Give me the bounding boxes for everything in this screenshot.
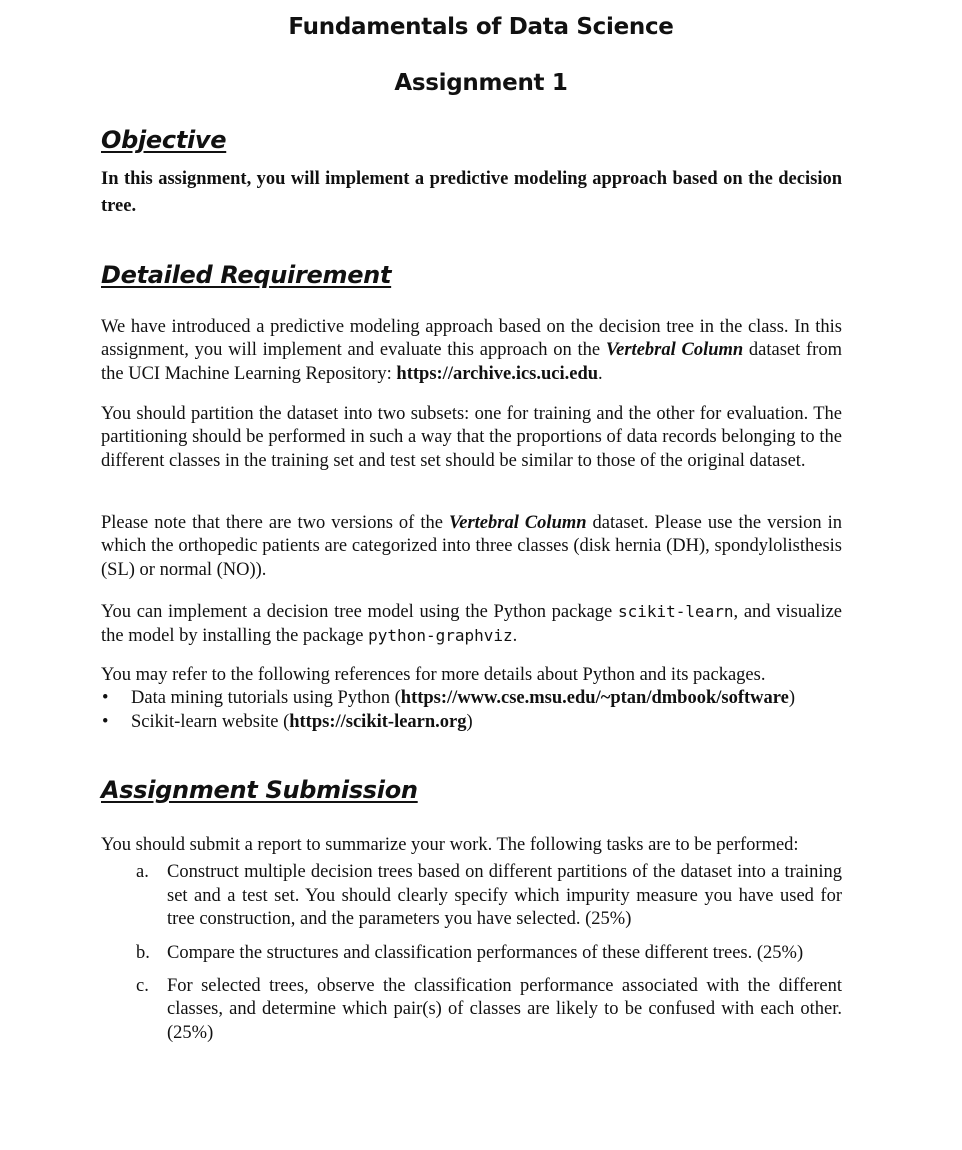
reference-label: Data mining tutorials using Python ( (131, 688, 401, 709)
p3-text-a: Please note that there are two versions of the (101, 513, 449, 533)
p4-text-c: . (512, 626, 518, 647)
requirement-paragraph-4 (101, 600, 842, 649)
requirement-paragraph-5 (101, 664, 842, 734)
reference-label: Scikit-learn website ( (131, 711, 290, 732)
p1-text-a: We have introduced a predictive modeling approach based on the decision tree in the class. In this assignment, you will implement and evaluate this approach on the (101, 317, 842, 361)
task-item (101, 975, 842, 1045)
reference-item (101, 711, 891, 734)
reference-link[interactable]: https://www.cse.msu.edu/~ptan/dmbook/software (400, 688, 789, 709)
assignment-title: Assignment 1 (394, 70, 568, 96)
requirement-paragraph-1 (101, 316, 842, 386)
scikit-learn-package: scikit-learn (617, 602, 734, 621)
bullet-icon: • (102, 711, 109, 732)
task-marker: c. (136, 976, 149, 997)
objective-heading: Objective (101, 126, 227, 154)
task-marker: b. (136, 942, 150, 963)
task-item (101, 942, 842, 965)
objective-text: In this assignment, you will implement a predictive modeling approach based on the decision tree. (101, 169, 842, 216)
reference-item (101, 687, 891, 710)
requirement-heading: Detailed Requirement (101, 261, 392, 289)
p1-dataset-name: Vertebral Column (605, 340, 744, 361)
references-intro: You may refer to the following references for more details about Python and its packages. (101, 665, 766, 685)
task-text: For selected trees, observe the classification performance associated with the different classes, and determine which pair(s) of classes are likely to be confused with each other. (25%) (167, 976, 842, 1043)
reference-link[interactable]: https://scikit-learn.org (289, 711, 467, 732)
p4-text-a: You can implement a decision tree model using the Python package (101, 602, 618, 622)
task-text: Compare the structures and classification performances of these different trees. (25%) (167, 942, 804, 963)
task-marker: a. (136, 862, 149, 883)
references-list (101, 687, 842, 734)
task-item (101, 861, 842, 931)
submission-heading: Assignment Submission (101, 776, 418, 804)
task-text: Construct multiple decision trees based on different partitions of the dataset into a training set and a test set. You should clearly specify which impurity measure you have used for tree construction, and the parameters you have selected. (25%) (167, 862, 842, 930)
requirement-paragraph-3 (101, 512, 842, 582)
uci-repository-link[interactable]: https://archive.ics.uci.edu (396, 363, 599, 384)
reference-close: ) (466, 711, 473, 732)
bullet-icon: • (102, 688, 109, 709)
submission-section (101, 834, 842, 1045)
task-list (101, 861, 842, 1045)
p4-text-b: , and visualize the model by installing the package (101, 602, 843, 647)
submission-intro: You should submit a report to summarize your work. The following tasks are to be performed: (101, 835, 799, 855)
python-graphviz-package: python-graphviz (368, 626, 513, 646)
p1-text-b: dataset from the UCI Machine Learning Repository: (101, 340, 842, 384)
p3-text-b: dataset. Please use the version in which the orthopedic patients are categorized into three classes (disk hernia (DH), spondylolisthesis (SL) or normal (NO)). (101, 513, 842, 580)
p3-dataset-name: Vertebral Column (448, 513, 587, 533)
reference-close: ) (788, 688, 796, 709)
course-title: Fundamentals of Data Science (288, 14, 674, 40)
requirement-paragraph-2: You should partition the dataset into two subsets: one for training and the other for evaluation. The partitioning should be performed in such a way that the proportions of data records belonging to the different classes in the training set and test set should be similar to those of the original dataset. (101, 404, 842, 471)
p1-text-c: . (598, 363, 603, 384)
